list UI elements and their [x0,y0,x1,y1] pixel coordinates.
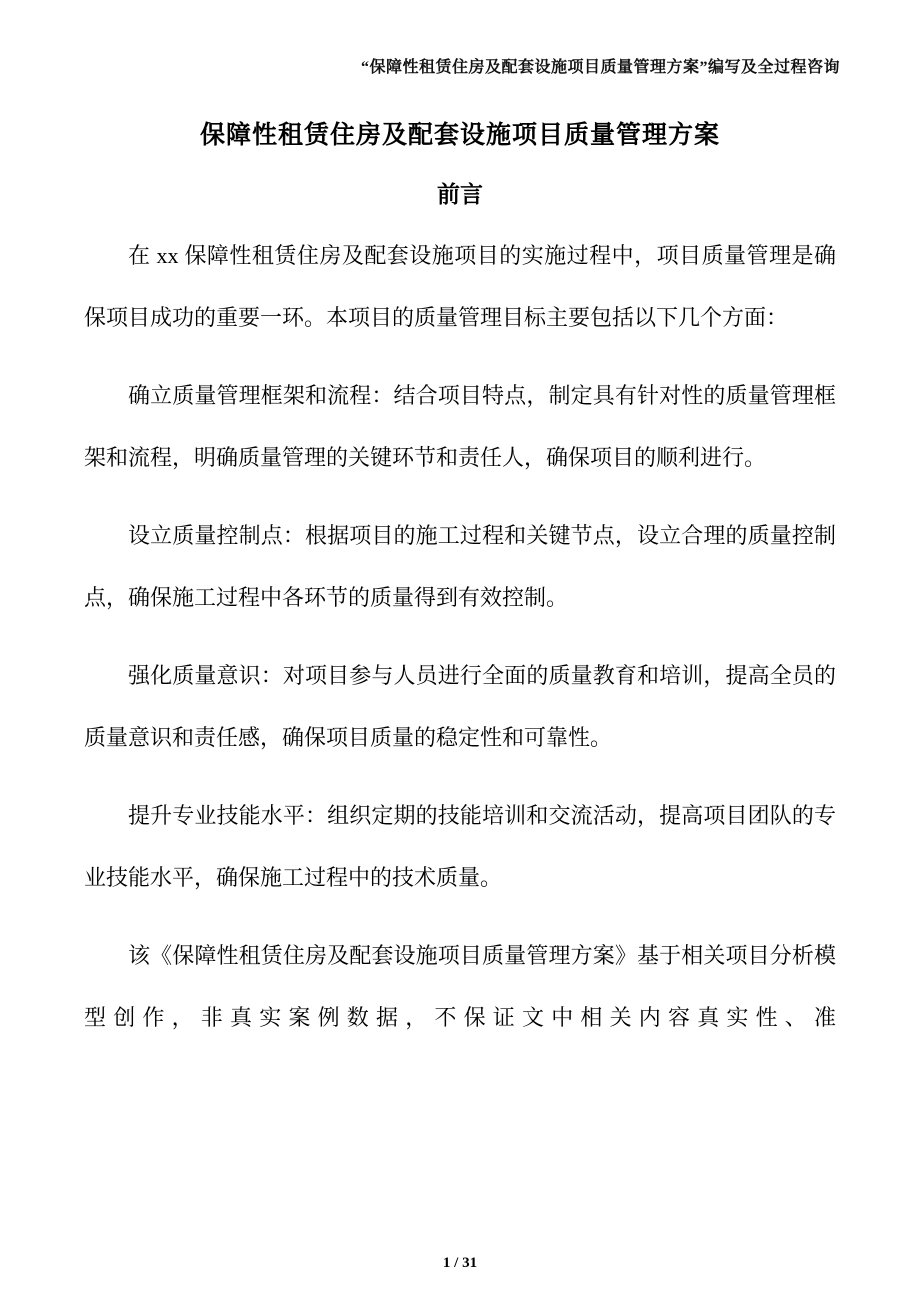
paragraph: 在 xx 保障性租赁住房及配套设施项目的实施过程中，项目质量管理是确保项目成功的重要一环。本项目的质量管理目标主要包括以下几个方面： [84,243,836,330]
page-number: 1 / 31 [442,1255,478,1271]
paragraph: 强化质量意识：对项目参与人员进行全面的质量教育和培训，提高全员的质量意识和责任感，确保项目质量的稳定性和可靠性。 [84,663,836,750]
paragraph-continued: 该《保障性租赁住房及配套设施项目质量管理方案》基于相关项目分析模型创作，非真实案例数据，不保证文中相关内容真实性、准 [84,943,836,1030]
document-body [84,225,836,1049]
document-title: 保障性租赁住房及配套设施项目质量管理方案 [199,122,720,149]
paragraph: 提升专业技能水平：组织定期的技能培训和交流活动，提高项目团队的专业技能水平，确保施工过程中的技术质量。 [84,803,836,890]
paragraph: 确立质量管理框架和流程：结合项目特点，制定具有针对性的质量管理框架和流程，明确质量管理的关键环节和责任人，确保项目的顺利进行。 [84,383,836,470]
page-header-text: “保障性租赁住房及配套设施项目质量管理方案”编写及全过程咨询 [360,59,840,76]
section-heading-foreword: 前言 [437,182,483,207]
paragraph: 设立质量控制点：根据项目的施工过程和关键节点，设立合理的质量控制点，确保施工过程中各环节的质量得到有效控制。 [84,523,836,610]
